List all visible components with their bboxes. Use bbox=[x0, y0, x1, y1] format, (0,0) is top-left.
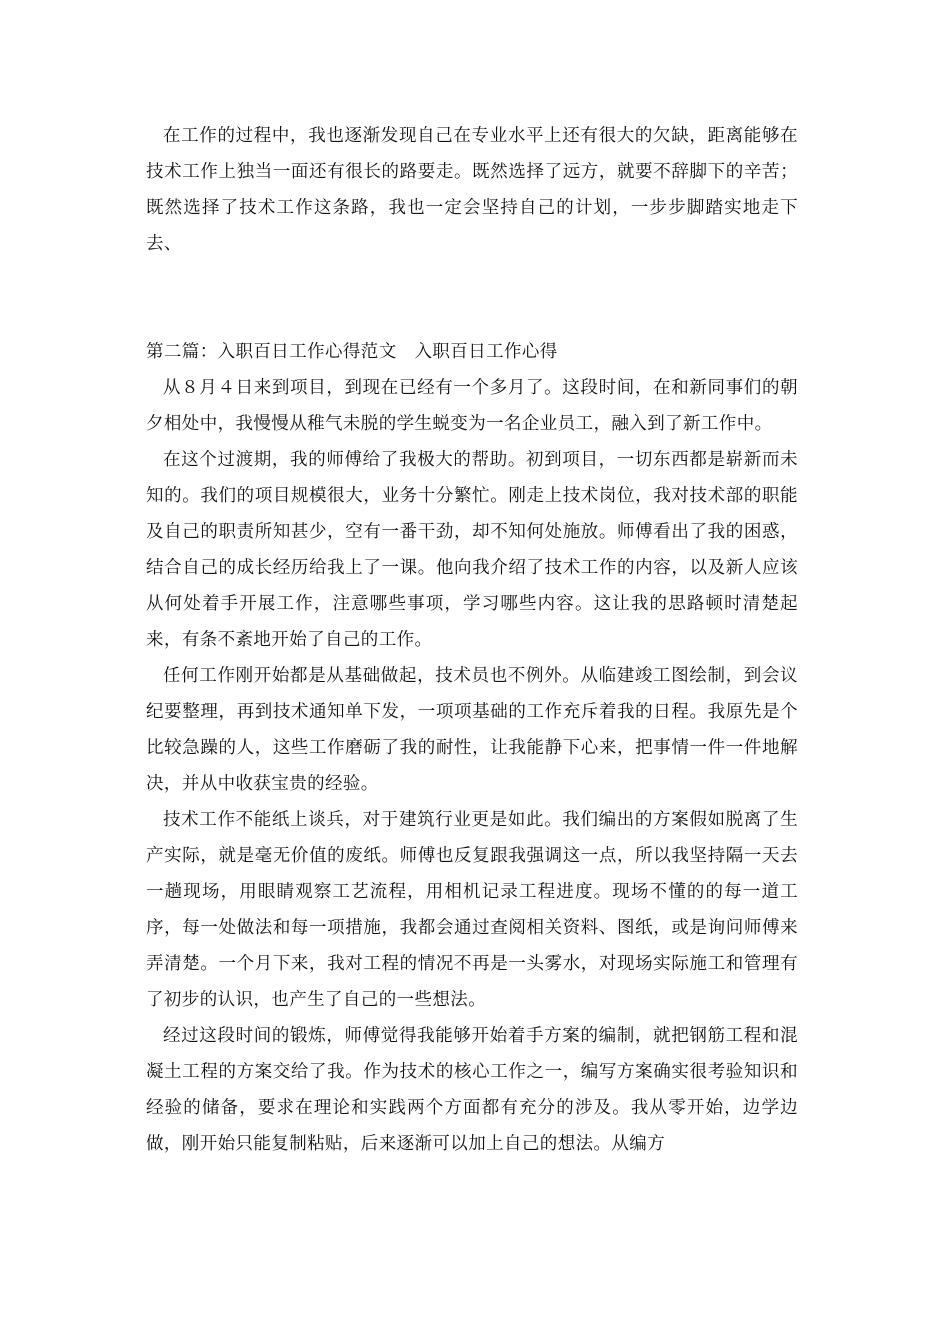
body-paragraph: 经过这段时间的锻炼，师傅觉得我能够开始着手方案的编制，就把钢筋工程和混凝土工程的方案交给了我。作为技术的核心工作之一，编写方案确实很考验知识和经验的储备，要求在理论和实践两个方面都有充分的涉及。我从零开始，边学边做，刚开始只能复制粘贴，后来逐渐可以加上自己的想法。从编方 bbox=[146, 1026, 798, 1154]
body-paragraph: 在工作的过程中，我也逐渐发现自己在专业水平上还有很大的欠缺，距离能够在技术工作上独当一面还有很长的路要走。既然选择了远方，就要不辞脚下的辛苦；既然选择了技术工作这条路，我也一定会坚持自己的计划，一步步脚踏实地走下去、 bbox=[146, 126, 798, 254]
section-1 bbox=[146, 118, 798, 262]
body-paragraph: 从８月４日来到项目，到现在已经有一个多月了。这段时间，在和新同事们的朝夕相处中，我慢慢从稚气未脱的学生蜕变为一名企业员工，融入到了新工作中。 bbox=[146, 378, 798, 434]
section-heading: 第二篇：入职百日工作心得范文 入职百日工作心得 bbox=[146, 342, 558, 362]
body-paragraph: 技术工作不能纸上谈兵，对于建筑行业更是如此。我们编出的方案假如脱离了生产实际，就是毫无价值的废纸。师傅也反复跟我强调这一点，所以我坚持隔一天去一趟现场，用眼睛观察工艺流程，用相机记录工程进度。现场不懂的的每一道工序，每一处做法和每一项措施，我都会通过查阅相关资料、图纸，或是询问师傅来弄清楚。一个月下来，我对工程的情况不再是一头雾水，对现场实际施工和管理有了初步的认识，也产生了自己的一些想法。 bbox=[146, 810, 798, 1010]
section-2 bbox=[146, 334, 798, 1162]
body-paragraph: 在这个过渡期，我的师傅给了我极大的帮助。初到项目，一切东西都是崭新而未知的。我们的项目规模很大，业务十分繁忙。刚走上技术岗位，我对技术部的职能及自己的职责所知甚少，空有一番干劲，却不知何处施放。师傅看出了我的困惑，结合自己的成长经历给我上了一课。他向我介绍了技术工作的内容，以及新人应该从何处着手开展工作，注意哪些事项，学习哪些内容。这让我的思路顿时清楚起来，有条不紊地开始了自己的工作。 bbox=[146, 450, 798, 650]
body-paragraph: 任何工作刚开始都是从基础做起，技术员也不例外。从临建竣工图绘制，到会议纪要整理，再到技术通知单下发，一项项基础的工作充斥着我的日程。我原先是个比较急躁的人，这些工作磨砺了我的耐性，让我能静下心来，把事情一件一件地解决，并从中收获宝贵的经验。 bbox=[146, 666, 798, 794]
